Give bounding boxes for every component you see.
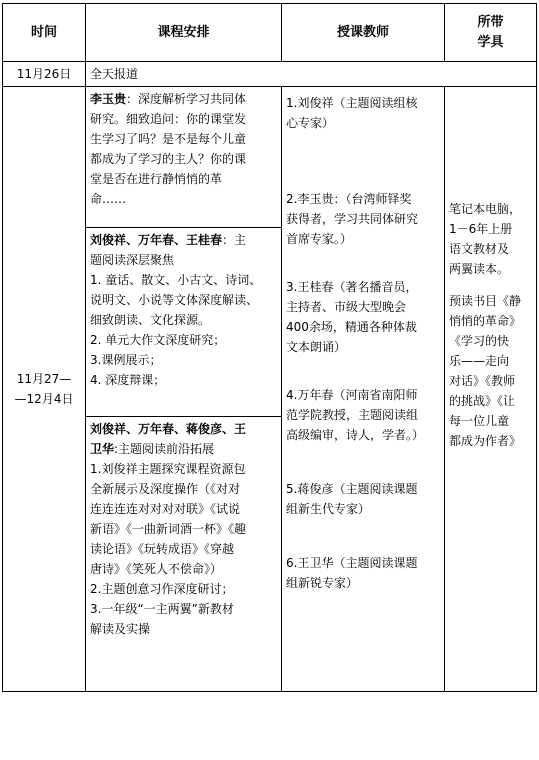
header-teachers: 授课教师: [282, 4, 445, 62]
materials-line: [449, 279, 532, 291]
block1-line: 都成为了学习的主人？你的课: [90, 152, 247, 166]
block2-line: 1. 童话、散文、小古文、诗词、: [90, 273, 262, 287]
block1-line: 堂是否在进行静悄悄的革: [90, 172, 223, 186]
materials-line: 两翼读本。: [449, 262, 510, 276]
block1-name: 李玉贵: [90, 92, 127, 106]
course-block-2: [86, 228, 281, 417]
teacher-item: [286, 277, 440, 357]
block3-name-line1: 刘俊祥、万年春、蒋俊彦、王: [90, 422, 247, 436]
row2-course-cell: [86, 87, 282, 692]
block2-after-name: ：主: [222, 233, 247, 247]
teacher-line: 心专家）: [286, 116, 335, 130]
schedule-table: [2, 3, 537, 692]
row2-materials-cell: [445, 87, 537, 692]
block2-line: 题阅读深层聚焦: [90, 253, 175, 267]
header-materials: [445, 4, 537, 62]
teacher-line: 主持者、市级大型晚会: [286, 300, 407, 314]
teacher-line: 400余场，精通各种体裁: [286, 320, 417, 334]
block2-line: 细致朗读、文化探源。: [90, 313, 211, 327]
block2-line: 4. 深度辩课；: [90, 373, 166, 387]
materials-line: 预读书目《静: [449, 294, 522, 308]
header-materials-line2: 学具: [477, 34, 504, 50]
header-row: [3, 4, 537, 62]
block1-line: 生学习了吗？是不是每个儿童: [90, 132, 247, 146]
teacher-line: 2.李玉贵：（台湾师铎奖: [286, 192, 412, 206]
teacher-line: 5.蒋俊彦（主题阅读课题: [286, 482, 418, 496]
block3-line: 新语》《一曲新词酒一杯》《趣: [90, 522, 247, 536]
teacher-item: [286, 93, 440, 133]
row2-date: [3, 87, 86, 692]
table-row: [3, 87, 537, 692]
teacher-item: [286, 479, 440, 519]
materials-line: 的挑战》《让: [449, 394, 516, 408]
teacher-item: [286, 189, 440, 249]
materials-line: 乐——走向: [449, 354, 510, 368]
block2-line: 2. 单元大作文深度研究；: [90, 333, 226, 347]
teacher-line: 4.万年春（河南省南阳师: [286, 388, 418, 402]
header-materials-line1: 所带: [477, 14, 504, 30]
materials-line: 笔记本电脑，: [449, 202, 522, 216]
block3-line: 连连连连对对对对联》《试说: [90, 502, 241, 516]
materials-line: 语文教材及: [449, 242, 510, 256]
teacher-line: 3.王桂春（著名播音员，: [286, 280, 418, 294]
materials-line: 《学习的快: [449, 334, 510, 348]
block3-line: 3.一年级“一主两翼”新教材: [90, 602, 234, 616]
block2-line: 3.课例展示；: [90, 353, 162, 367]
table-row: [3, 62, 537, 87]
block3-line: 读论语》《玩转成语》《穿越: [90, 542, 235, 556]
materials-line: 都成为作者》: [449, 434, 522, 448]
materials-line: 1－6年上册: [449, 222, 513, 236]
teacher-item: [286, 385, 440, 445]
block3-line: 唐诗》《笑死人不偿命》）: [90, 562, 223, 576]
row1-date: 11月26日: [3, 62, 86, 87]
teacher-line: 文本朗诵）: [286, 340, 347, 354]
course-block-3: [86, 417, 281, 691]
block2-name: 刘俊祥、万年春、王桂春: [90, 233, 223, 247]
teacher-item: [286, 553, 440, 593]
row2-date-line2: —12月4日: [14, 392, 74, 406]
teacher-line: 1.刘俊祥（主题阅读组核: [286, 96, 418, 110]
block1-line: ：深度解析学习共同体: [126, 92, 247, 106]
teacher-line: 首席专家。）: [286, 232, 353, 246]
block3-after-name: :主题阅读前沿拓展: [114, 442, 215, 456]
teacher-line: 组新锐专家）: [286, 576, 359, 590]
teacher-line: 获得者，学习共同体研究: [286, 212, 419, 226]
teacher-line: 高级编审，诗人，学者。）: [286, 428, 425, 442]
block3-line: 1.刘俊祥主题探究课程资源包: [90, 462, 246, 476]
block2-line: 说明文、小说等文体深度解读、: [90, 293, 259, 307]
block3-line: 全新展示及深度操作（《对对: [90, 482, 241, 496]
course-block-1: [86, 87, 281, 228]
teacher-line: 6.王卫华（主题阅读课题: [286, 556, 418, 570]
header-time: 时间: [3, 4, 86, 62]
materials-line: 每一位儿童: [449, 414, 510, 428]
block3-line: 2.主题创意习作深度研讨；: [90, 582, 234, 596]
materials-line: 悄悄的革命》: [449, 314, 522, 328]
header-course: 课程安排: [86, 4, 282, 62]
block1-line: 研究。细致追问：你的课堂发: [90, 112, 247, 126]
row2-teachers-cell: [282, 87, 445, 692]
teacher-line: 组新生代专家）: [286, 502, 371, 516]
row1-course: 全天报道: [86, 62, 537, 87]
row2-date-line1: 11月27—: [16, 372, 72, 386]
block3-name-line2: 卫华: [90, 442, 115, 456]
materials-line: 对话》《教师: [449, 374, 516, 388]
block3-line: 解读及实操: [90, 622, 151, 636]
teacher-line: 范学院教授，主题阅读组: [286, 408, 419, 422]
block1-line: 命……: [90, 192, 127, 206]
